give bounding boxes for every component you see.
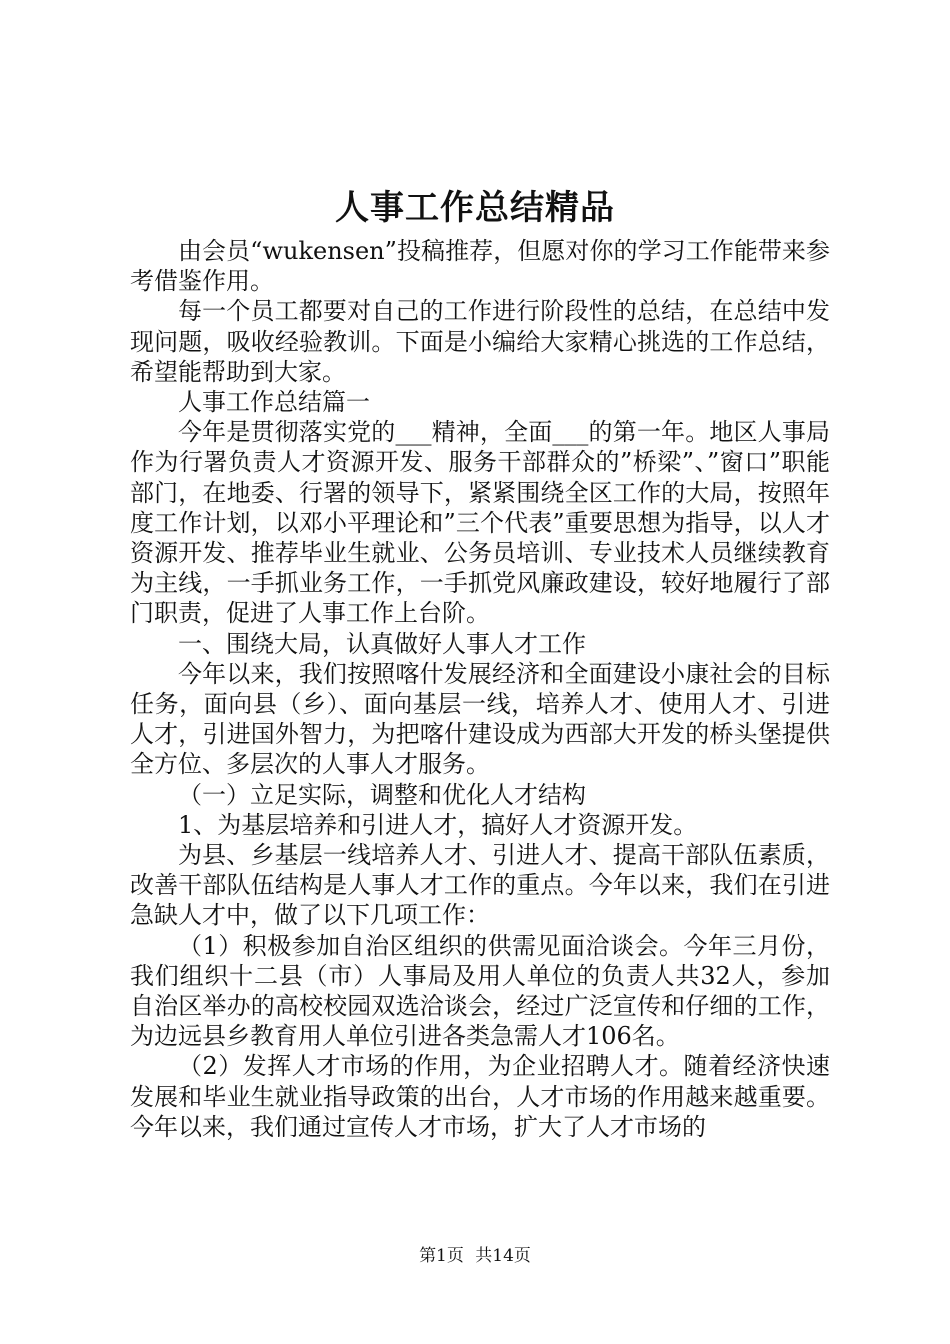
item-heading-1: 1、为基层培养和引进人才，搞好人才资源开发。 xyxy=(178,810,698,839)
paragraph-job-fair: （1）积极参加自治区组织的供需见面洽谈会。今年三月份，我们组织十二县（市）人事局及用人单位的负责人共32人，参加自治区举办的高校校园双选洽谈会，经过广泛宣传和仔细的工作，为边远县乡教育用人单位引进各类急需人才106名。 xyxy=(130,931,830,1051)
document-body xyxy=(130,236,830,1142)
section-heading-1: 一、围绕大局，认真做好人事人才工作 xyxy=(178,629,586,658)
paragraph-intro: 由会员“wukensen”投稿推荐，但愿对你的学习工作能带来参考借鉴作用。 xyxy=(130,237,830,296)
paragraph-goals: 今年以来，我们按照喀什发展经济和全面建设小康社会的目标任务，面向县（乡）、面向基层一线，培养人才、使用人才、引进人才，引进国外智力，为把喀什建设成为西部大开发的桥头堡提供全方位、多层次的人事人才服务。 xyxy=(130,659,830,779)
paragraph-purpose: 每一个员工都要对自己的工作进行阶段性的总结，在总结中发现问题，吸收经验教训。下面是小编给大家精心挑选的工作总结，希望能帮助到大家。 xyxy=(130,297,830,386)
section-heading-part-one: 人事工作总结篇一 xyxy=(178,388,370,417)
total-pages: 共14页 xyxy=(475,1246,531,1266)
paragraph-talent-focus: 为县、乡基层一线培养人才、引进人才、提高干部队伍素质，改善干部队伍结构是人事人才工作的重点。今年以来，我们在引进急缺人才中，做了以下几项工作： xyxy=(130,841,830,930)
paragraph-overview: 今年是贯彻落实党的___精神，全面___的第一年。地区人事局作为行署负责人才资源开发、服务干部群众的”桥梁”、”窗口”职能部门，在地委、行署的领导下，紧紧围绕全区工作的大局，按照年度工作计划，以邓小平理论和”三个代表”重要思想为指导，以人才资源开发、推荐毕业生就业、公务员培训、专业技术人员继续教育为主线，一手抓业务工作，一手抓党风廉政建设，较好地履行了部门职责，促进了人事工作上台阶。 xyxy=(130,418,830,628)
document-title: 人事工作总结精品 xyxy=(335,188,615,228)
paragraph-talent-market: （2）发挥人才市场的作用，为企业招聘人才。随着经济快速发展和毕业生就业指导政策的出台，人才市场的作用越来越重要。今年以来，我们通过宣传人才市场，扩大了人才市场的 xyxy=(130,1052,830,1141)
page-number: 第1页 xyxy=(419,1246,464,1266)
page-footer xyxy=(0,1244,950,1268)
subsection-heading-1: （一）立足实际，调整和优化人才结构 xyxy=(178,780,586,809)
